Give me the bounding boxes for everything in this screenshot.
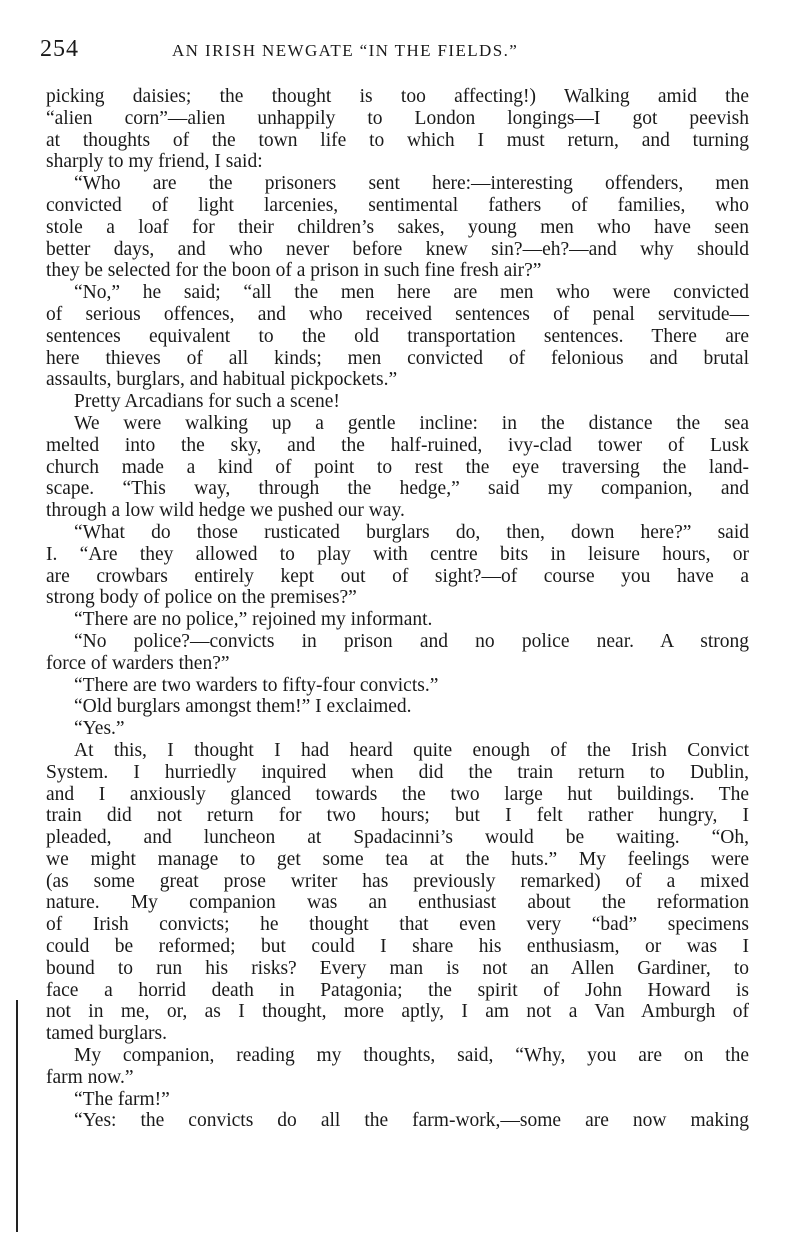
text-line: System. I hurriedly inquired when did the train return to Dublin, — [46, 761, 749, 783]
text-line: We were walking up a gentle incline: in the distance the sea — [74, 412, 749, 434]
text-line: “There are two warders to fifty-four convicts.” — [74, 674, 439, 696]
text-line: At this, I thought I had heard quite enough of the Irish Convict — [74, 739, 749, 761]
text-line: train did not return for two hours; but I felt rather hungry, I — [46, 805, 749, 827]
text-line: and I anxiously glanced towards the two large hut buildings. The — [46, 783, 749, 805]
text-line: melted into the sky, and the half-ruined, ivy-clad tower of Lusk — [46, 434, 749, 456]
text-line: “Yes.” — [74, 718, 125, 740]
text-line: they be selected for the boon of a prison in such fine fresh air?” — [46, 260, 542, 282]
text-line: Pretty Arcadians for such a scene! — [74, 391, 340, 413]
page-number: 254 — [40, 36, 79, 62]
text-line: face a horrid death in Patagonia; the spirit of John Howard is — [46, 979, 749, 1001]
text-line: “Yes: the convicts do all the farm-work,—some are now making — [74, 1110, 749, 1132]
text-line: tamed burglars. — [46, 1023, 167, 1045]
text-line: “No,” he said; “all the men here are men who were convicted — [74, 282, 749, 304]
gutter-rule — [16, 1000, 18, 1232]
text-line: convicted of light larcenies, sentimental fathers of families, who — [46, 194, 749, 216]
text-line: nature. My companion was an enthusiast about the reformation — [46, 892, 749, 914]
text-line: My companion, reading my thoughts, said, “Why, you are on the — [74, 1045, 749, 1067]
text-line: are crowbars entirely kept out of sight?—of course you have a — [46, 565, 749, 587]
text-line: assaults, burglars, and habitual pickpockets.” — [46, 369, 398, 391]
text-line: stole a loaf for their children’s sakes, young men who have seen — [46, 216, 749, 238]
text-line: picking daisies; the thought is too affecting!) Walking amid the — [46, 86, 749, 107]
text-line: (as some great prose writer has previously remarked) of a mixed — [46, 870, 749, 892]
text-line: better days, and who never before knew sin?—eh?—and why should — [46, 238, 749, 260]
text-line: sentences equivalent to the old transportation sentences. There are — [46, 325, 749, 347]
text-line: bound to run his risks? Every man is not an Allen Gardiner, to — [46, 957, 749, 979]
text-line: of Irish convicts; he thought that even very “bad” specimens — [46, 914, 749, 936]
text-line: force of warders then?” — [46, 652, 230, 674]
text-line: “The farm!” — [74, 1088, 170, 1110]
text-line: through a low wild hedge we pushed our way. — [46, 500, 405, 522]
text-line: not in me, or, as I thought, more aptly, I am not a Van Amburgh of — [46, 1001, 749, 1023]
text-line: sharply to my friend, I said: — [46, 151, 263, 173]
text-line: scape. “This way, through the hedge,” said my companion, and — [46, 478, 749, 500]
text-line: “Old burglars amongst them!” I exclaimed. — [74, 696, 412, 718]
text-line: here thieves of all kinds; men convicted of felonious and brutal — [46, 347, 749, 369]
text-line: “What do those rusticated burglars do, then, down here?” said — [74, 521, 749, 543]
page-header — [40, 36, 760, 66]
text-line: could be reformed; but could I share his enthusiasm, or was I — [46, 936, 749, 958]
text-line: “alien corn”—alien unhappily to London longings—I got peevish — [46, 107, 749, 129]
text-line: “No police?—convicts in prison and no police near. A strong — [74, 630, 749, 652]
text-line: I. “Are they allowed to play with centre bits in leisure hours, or — [46, 543, 749, 565]
text-line: farm now.” — [46, 1066, 134, 1088]
text-line: of serious offences, and who received sentences of penal servitude— — [46, 303, 749, 325]
text-line: church made a kind of point to rest the eye traversing the land- — [46, 456, 749, 478]
body-text — [46, 86, 749, 1132]
running-title: AN IRISH NEWGATE “IN THE FIELDS.” — [172, 41, 519, 60]
text-line: strong body of police on the premises?” — [46, 587, 357, 609]
text-line: “There are no police,” rejoined my informant. — [74, 609, 433, 631]
text-line: we might manage to get some tea at the huts.” My feelings were — [46, 848, 749, 870]
text-line: pleaded, and luncheon at Spadacinni’s would be waiting. “Oh, — [46, 827, 749, 849]
text-line: at thoughts of the town life to which I must return, and turning — [46, 129, 749, 151]
text-line: “Who are the prisoners sent here:—interesting offenders, men — [74, 173, 749, 195]
